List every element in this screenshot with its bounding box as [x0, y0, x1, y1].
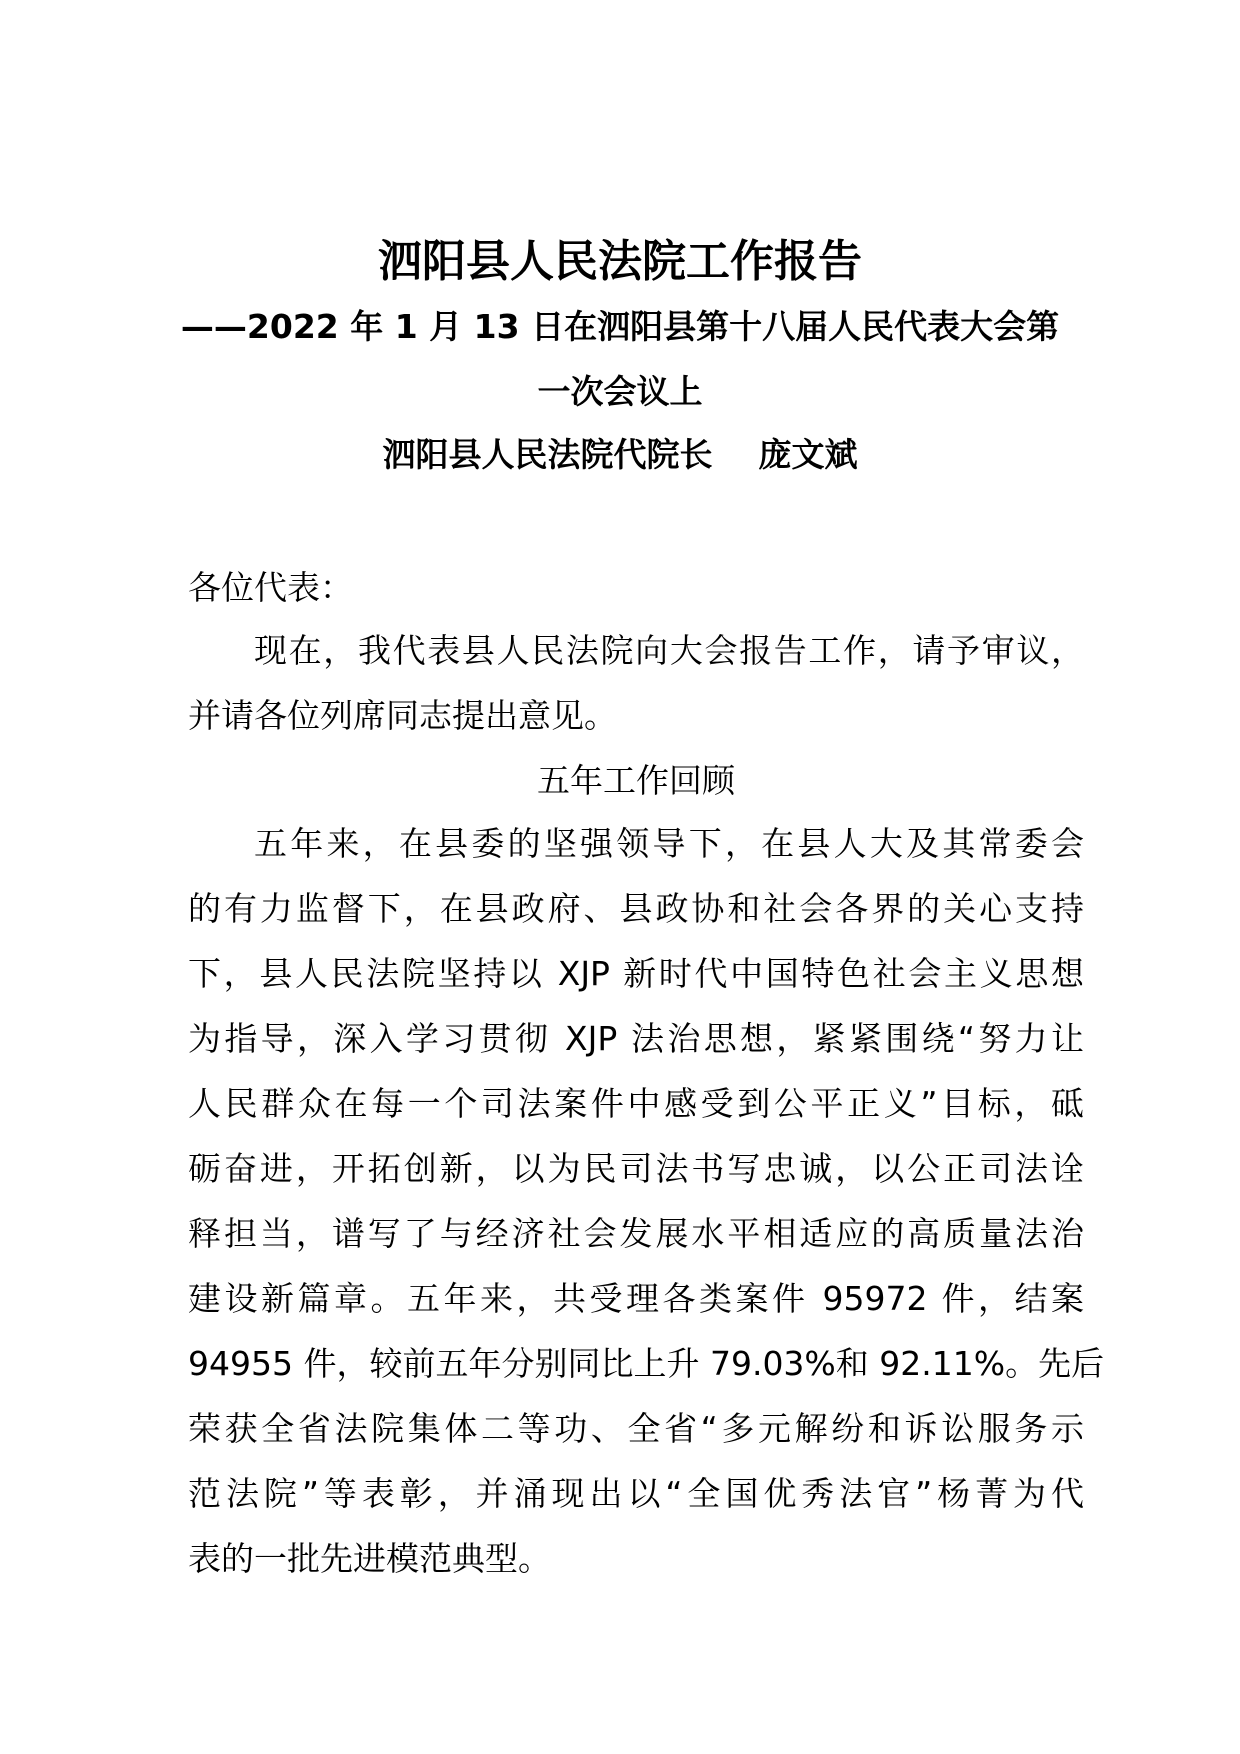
- author-name: 庞文斌: [758, 435, 858, 474]
- review-line: 表的一批先进模范典型。: [188, 1539, 551, 1578]
- intro-paragraph: [188, 618, 1084, 748]
- review-line: 下，县人民法院坚持以 XJP 新时代中国特色社会主义思想: [188, 954, 1084, 993]
- review-paragraph: [188, 811, 1105, 1591]
- review-line: 为指导，深入学习贯彻 XJP 法治思想，紧紧围绕“努力让: [188, 1019, 1084, 1058]
- author-line: [0, 431, 1240, 479]
- review-line: 建设新篇章。五年来，共受理各类案件 95972 件，结案: [188, 1279, 1084, 1318]
- subtitle-line-2: 一次会议上: [537, 372, 703, 411]
- review-line: 94955 件，较前五年分别同比上升 79.03%和 92.11%。先后: [188, 1344, 1105, 1383]
- review-line: 荣获全省法院集体二等功、全省“多元解纷和诉讼服务示: [188, 1409, 1084, 1448]
- section-heading-text: 五年工作回顾: [537, 761, 735, 800]
- intro-line: 现在，我代表县人民法院向大会报告工作，请予审议，: [254, 631, 1084, 670]
- author-role: 泗阳县人民法院代院长: [382, 435, 713, 474]
- intro-line: 并请各位列席同志提出意见。: [188, 696, 617, 735]
- subtitle-line-1: ——2022 年 1 月 13 日在泗阳县第十八届人民代表大会第: [180, 307, 1060, 346]
- review-line: 五年来，在县委的坚强领导下，在县人大及其常委会: [254, 824, 1084, 863]
- salutation: [188, 555, 1084, 620]
- review-line: 砺奋进，开拓创新，以为民司法书写忠诚，以公正司法诠: [188, 1149, 1084, 1188]
- review-line: 人民群众在每一个司法案件中感受到公平正义”目标，砥: [188, 1084, 1084, 1123]
- document-title: 泗阳县人民法院工作报告: [378, 236, 862, 287]
- section-heading: [188, 748, 1084, 813]
- review-line: 的有力监督下，在县政府、县政协和社会各界的关心支持: [188, 889, 1084, 928]
- review-line: 范法院”等表彰，并涌现出以“全国优秀法官”杨菁为代: [188, 1474, 1084, 1513]
- salutation-text: 各位代表：: [188, 568, 353, 607]
- review-line: 释担当，谱写了与经济社会发展水平相适应的高质量法治: [188, 1214, 1084, 1253]
